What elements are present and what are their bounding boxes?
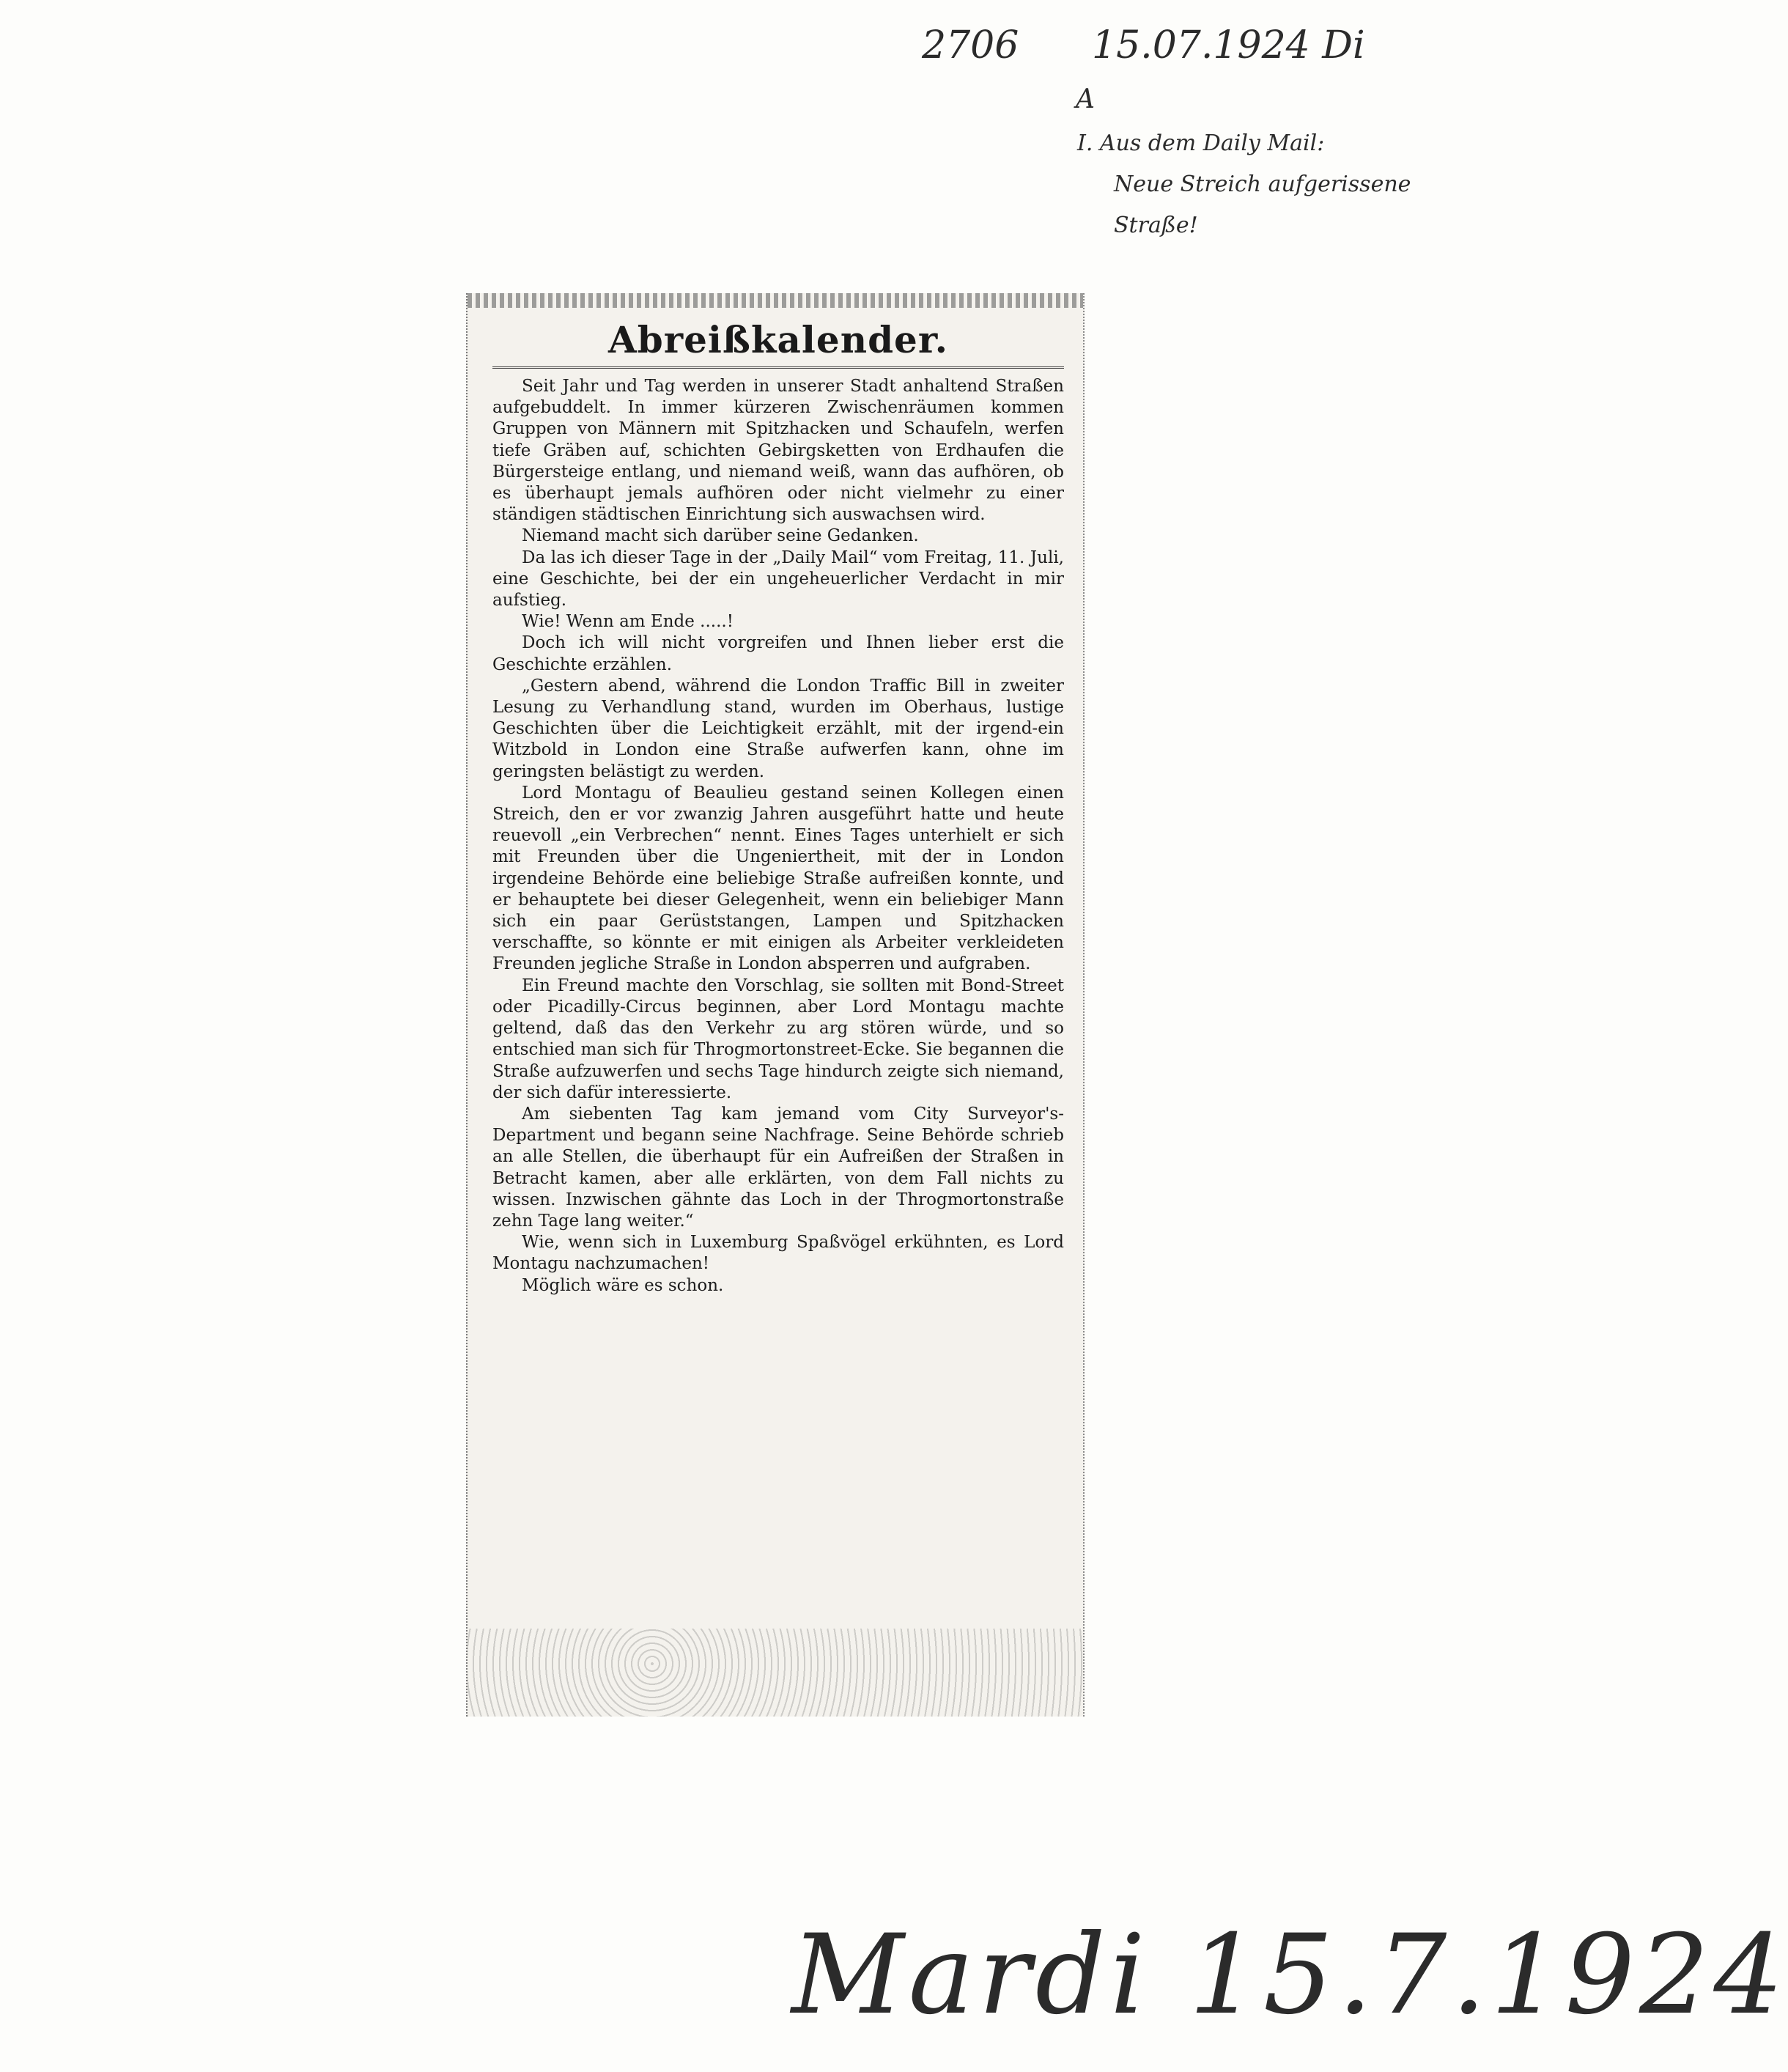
handwritten-reference-number: 2706 (922, 23, 1019, 67)
clipping-body (492, 376, 1064, 1297)
margin-note-line: Neue Streich aufgerissene (1114, 172, 1411, 197)
handwritten-reference-date: 15.07.1924 Di (1092, 23, 1365, 67)
clipping-paragraph: Seit Jahr und Tag werden in unserer Stadt anhaltend Straßen aufgebuddelt. In immer kürzeren Zwischenräumen kommen Gruppen von Männern mit Spitzhacken und Schaufeln, werfen tiefe Gräben auf, schichten Gebirgsketten von Erdhaufen die Bürgersteige entlang, und niemand weiß, wann das aufhören, ob es überhaupt jemals aufhören oder nicht vielmehr zu einer ständigen städtischen Einrichtung sich auswachsen wird. (492, 377, 1064, 525)
clipping-paragraph: Möglich wäre es schon. (522, 1275, 724, 1295)
margin-note-line: Straße! (1114, 213, 1198, 238)
clipping-paragraph: Wie! Wenn am Ende .....! (522, 612, 734, 632)
clipping-paragraph: Wie, wenn sich in Luxemburg Spaßvögel erkühnten, es Lord Montagu nachzumachen! (492, 1233, 1064, 1274)
clipping-paragraph: Da las ich dieser Tage in der „Daily Mail“ vom Freitag, 11. Juli, eine Geschichte, bei der ein ungeheuerlicher Verdacht in mir aufstieg. (492, 548, 1064, 611)
handwritten-margin-note (1077, 123, 1444, 246)
clipping-paragraph: Ein Freund machte den Vorschlag, sie sollten mit Bond-Street oder Picadilly-Circus beginnen, aber Lord Montagu machte geltend, daß das den Verkehr zu arg stören würde, und so entschied man sich für Throgmortonstreet-Ecke. Sie begannen die Straße aufzuwerfen und sechs Tage hindurch zeigte sich niemand, der sich dafür interessierte. (492, 976, 1064, 1102)
clipping-paragraph: Niemand macht sich darüber seine Gedanken. (522, 526, 919, 546)
margin-note-marker: A (1076, 84, 1095, 114)
clipping-paragraph: Am siebenten Tag kam jemand vom City Surveyor's-Department und begann seine Nachfrage. Seine Behörde schrieb an alle Stellen, die überhaupt für ein Aufreißen der Straßen in Betracht kamen, aber alle erklärten, von dem Fall nichts zu wissen. Inzwischen gähnte das Loch in der Throgmortonstraße zehn Tage lang weiter.“ (492, 1104, 1064, 1231)
newspaper-clipping (466, 293, 1085, 1717)
clipping-paragraph: Doch ich will nicht vorgreifen und Ihnen lieber erst die Geschichte erzählen. (492, 633, 1064, 674)
clipping-paragraph: „Gestern abend, während die London Traffic Bill in zweiter Lesung zu Verhandlung stand, wurden im Oberhaus, lustige Geschichten über die Leichtigkeit erzählt, mit der irgend-ein Witzbold in London eine Straße aufwerfen kann, ohne im geringsten belästigt zu werden. (492, 676, 1064, 781)
margin-note-line: I. Aus dem Daily Mail: (1077, 130, 1325, 156)
clipping-title: Abreißkalender. (492, 314, 1064, 369)
handwritten-bottom-date: Mardi 15.7.1924 (791, 1911, 1788, 2039)
clipping-paragraph: Lord Montagu of Beaulieu gestand seinen Kollegen einen Streich, den er vor zwanzig Jahren ausgeführt hatte und heute reuevoll „ein Verbrechen“ nennt. Eines Tages unterhielt er sich mit Freunden über die Ungeniertheit, mit der in London irgendeine Behörde eine beliebige Straße aufreißen konnte, und er behauptete bei dieser Gelegenheit, wenn ein beliebiger Mann sich ein paar Gerüststangen, Lampen und Spitzhacken verschaffte, so könnte er mit einigen als Arbeiter verkleideten Freunden jegliche Straße in London absperren und aufgraben. (492, 783, 1064, 974)
